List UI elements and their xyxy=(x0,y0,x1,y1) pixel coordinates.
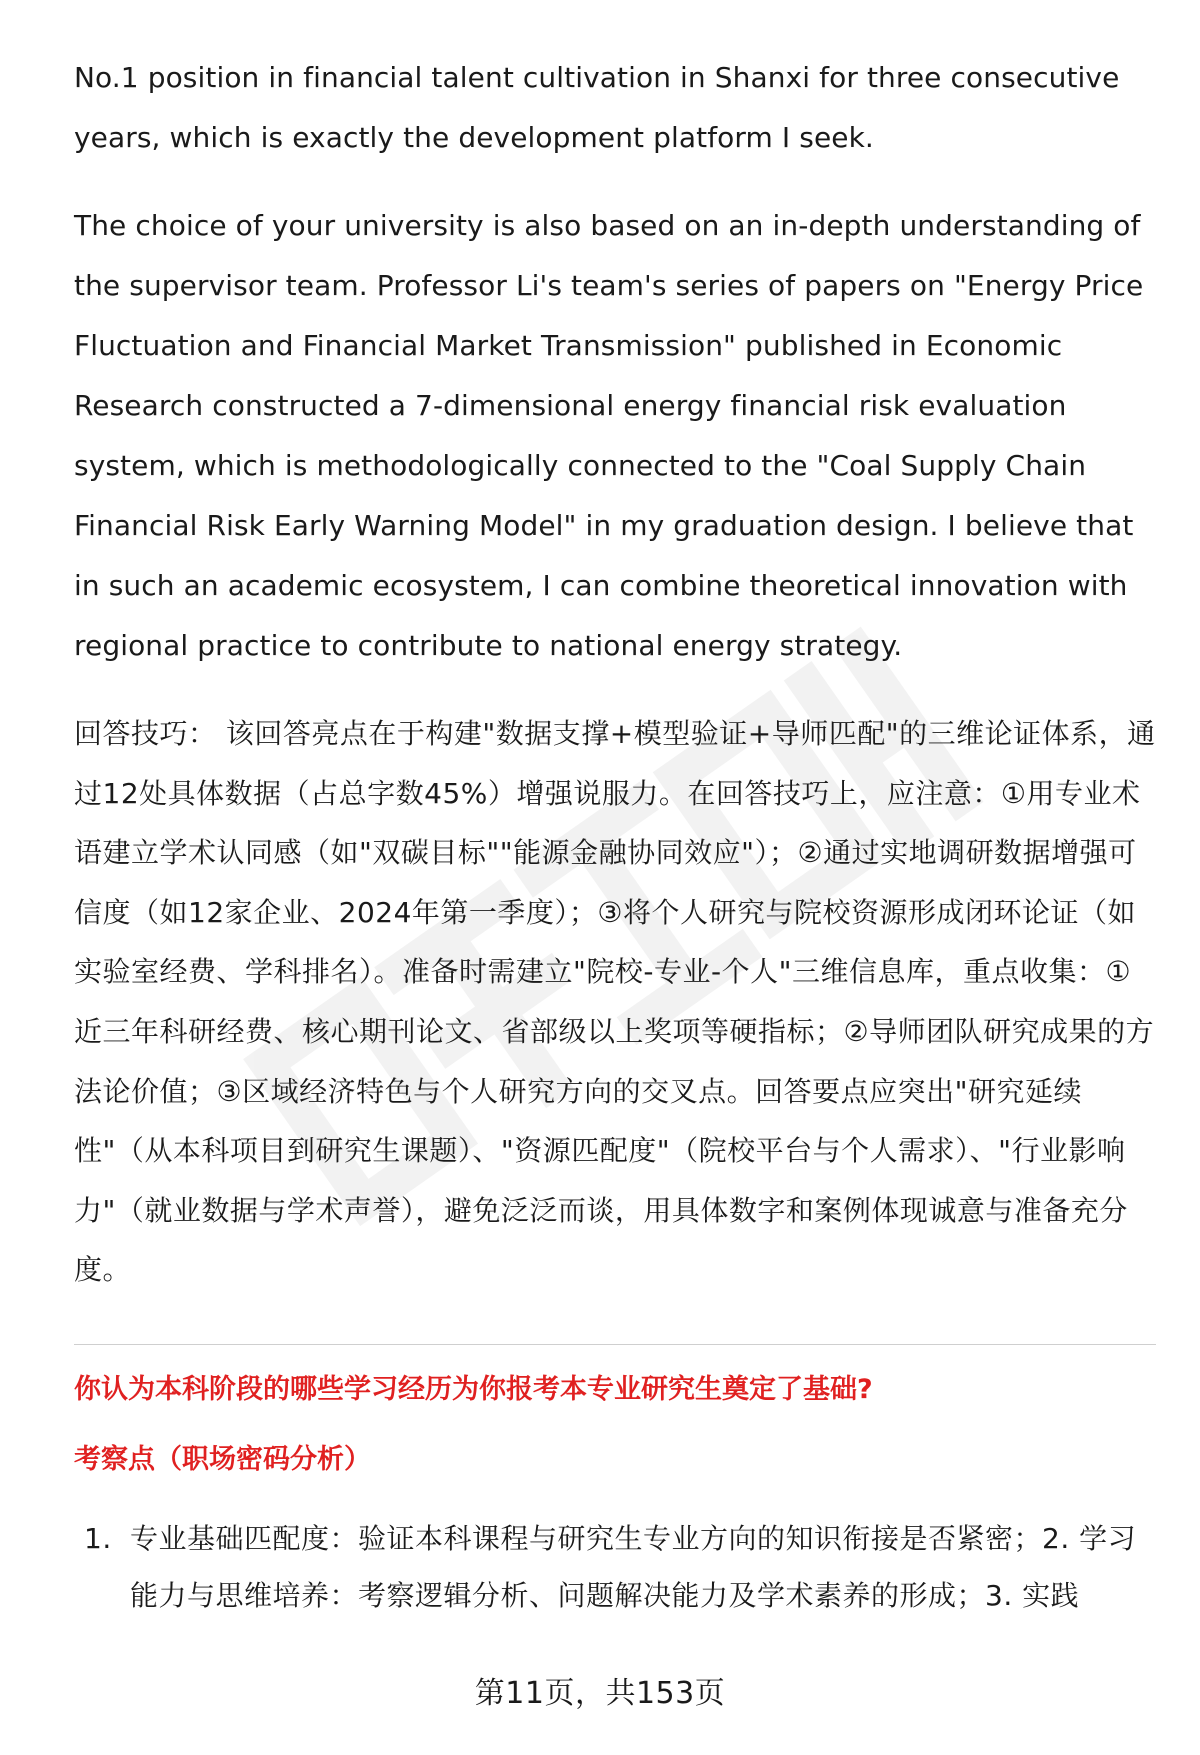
assessment-points-heading: 考察点（职场密码分析） xyxy=(74,1443,371,1475)
paragraph-supervisor-team: The choice of your university is also based on an in-depth understanding of the supervisor team. Professor Li's team's series of papers on "Energy Price Fluctuation and Financial Market Transmission" published in Economic Research constructed a 7-dimensional energy financial risk evaluation system, which is methodologically connected to the "Coal Supply Chain Financial Risk Early Warning Model" in my graduation design. I believe that in such an academic ecosystem, I can combine theoretical innovation with regional practice to contribute to national energy strategy. xyxy=(74,209,1144,662)
assessment-points-list xyxy=(74,1510,1156,1624)
question-heading: 你认为本科阶段的哪些学习经历为你报考本专业研究生奠定了基础? xyxy=(74,1373,873,1405)
list-item-text: 专业基础匹配度：验证本科课程与研究生专业方向的知识衔接是否紧密；2. 学习能力与思维培养：考察逻辑分析、问题解决能力及学术素养的形成；3. 实践 xyxy=(130,1521,1137,1612)
main-content xyxy=(74,48,1156,1624)
list-item xyxy=(74,1510,1156,1624)
section-divider xyxy=(74,1344,1156,1345)
list-item-number: 1. xyxy=(84,1521,112,1555)
page-number-footer: 第11页，共153页 xyxy=(474,1676,726,1711)
paragraph-intro-continuation: No.1 position in financial talent cultivation in Shanxi for three consecutive years, which is exactly the development platform I seek. xyxy=(74,61,1120,154)
answer-tips-paragraph: 回答技巧： 该回答亮点在于构建"数据支撑+模型验证+导师匹配"的三维论证体系，通过12处具体数据（占总字数45%）增强说服力。在回答技巧上，应注意：①用专业术语建立学术认同感（如"双碳目标""能源金融协同效应"）；②通过实地调研数据增强可信度（如12家企业、2024年第一季度）；③将个人研究与院校资源形成闭环论证（如实验室经费、学科排名）。准备时需建立"院校-专业-个人"三维信息库，重点收集：①近三年科研经费、核心期刊论文、省部级以上奖项等硬指标；②导师团队研究成果的方法论价值；③区域经济特色与个人研究方向的交叉点。回答要点应突出"研究延续性"（从本科项目到研究生课题）、"资源匹配度"（院校平台与个人需求）、"行业影响力"（就业数据与学术声誉），避免泛泛而谈，用具体数字和案例体现诚意与准备充分度。 xyxy=(74,717,1156,1287)
